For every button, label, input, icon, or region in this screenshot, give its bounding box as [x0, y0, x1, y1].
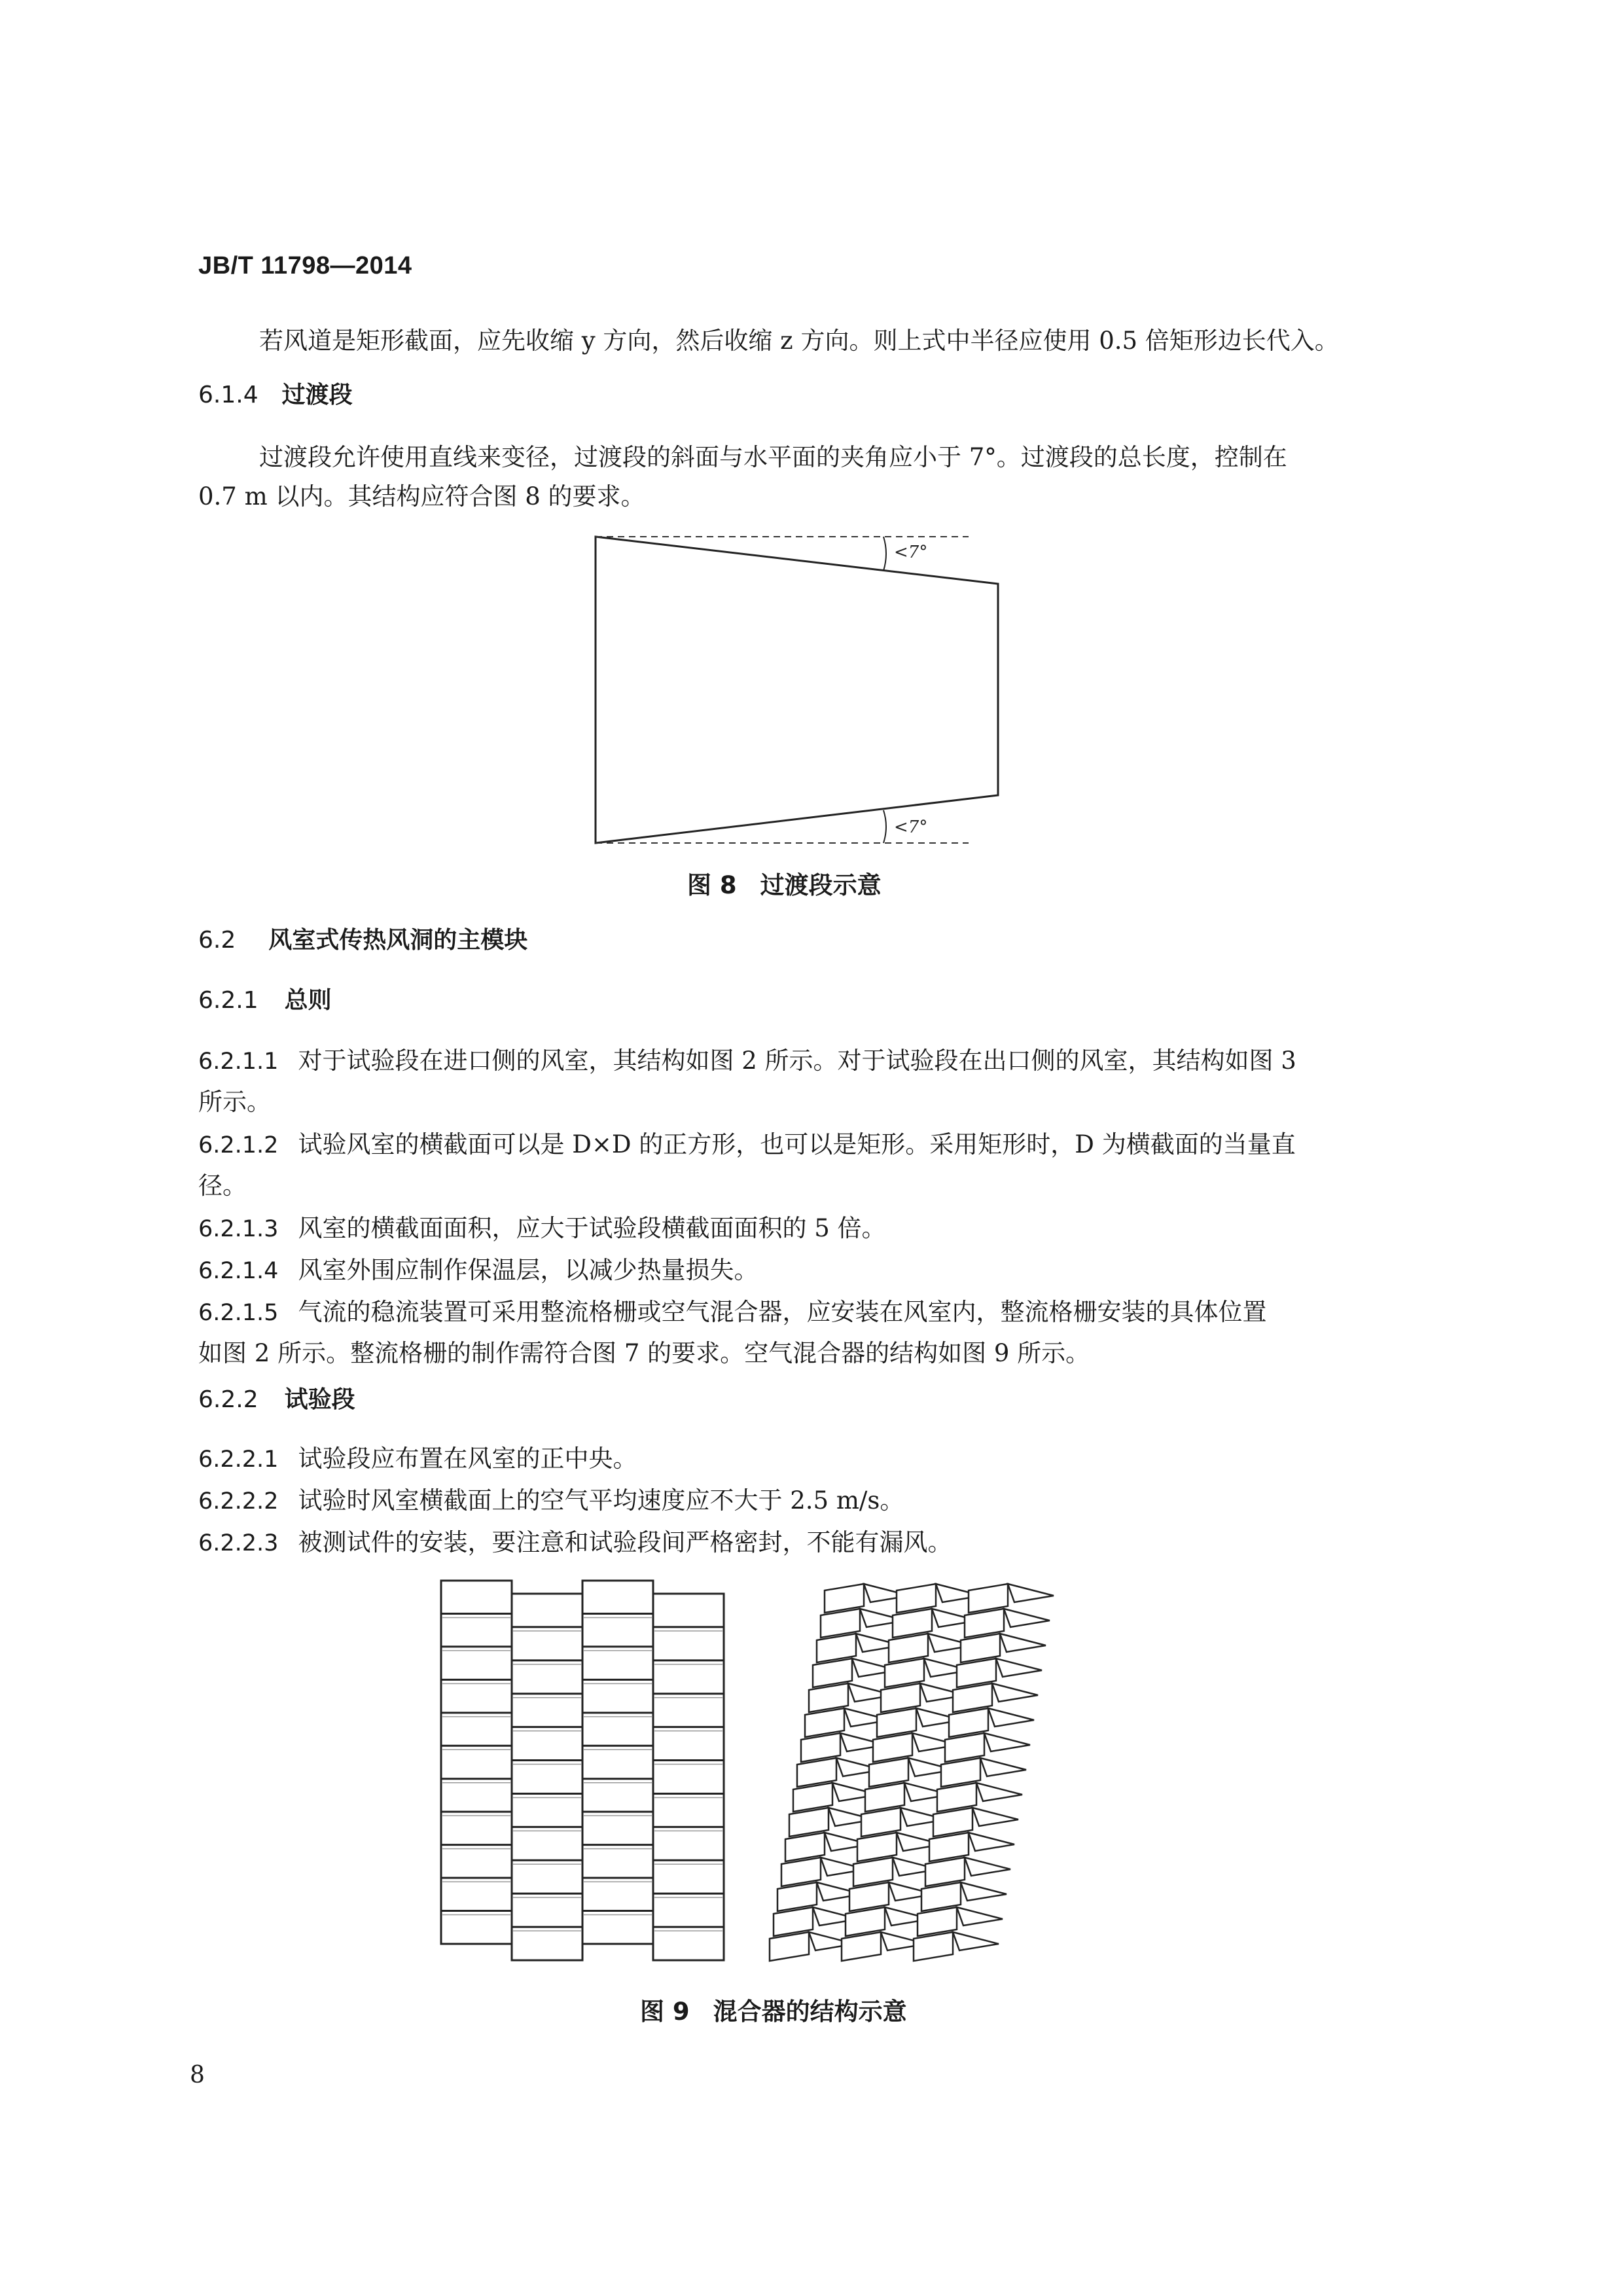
clause-text-line1: 风室外围应制作保温层，以减少热量损失。: [298, 1256, 758, 1284]
mixer-column: [653, 1594, 724, 1960]
figure-9-caption-number: 图 9: [640, 1998, 690, 2026]
section-6-2-heading: [198, 922, 527, 955]
bottom-angle-label: <7°: [894, 817, 928, 837]
transition-section-outline: [596, 537, 998, 843]
bottom-angle-arc: [883, 810, 886, 843]
clause-number: 6.2.1.1: [198, 1049, 279, 1075]
standard-number: JB/T 11798—2014: [198, 252, 412, 279]
mixer-vane-side: [980, 1758, 1026, 1776]
figure-8-caption-title: 过渡段示意: [760, 871, 882, 899]
mixer-vane-side: [957, 1907, 1003, 1926]
clause-text-line1: 气流的稳流装置可采用整流格栅或空气混合器，应安装在风室内，整流格栅安装的具体位置: [298, 1298, 1267, 1326]
clause-text-line2: 径。: [198, 1172, 247, 1200]
mixer-vane-side: [969, 1833, 1014, 1851]
section-6-2-1-heading: [198, 982, 332, 1015]
clause-6-2-2-2: [198, 1480, 1406, 1522]
clause-6-2-1-3: [198, 1208, 1406, 1249]
paragraph-transition-line2: 0.7 m 以内。其结构应符合图 8 的要求。: [198, 482, 645, 511]
section-6-2-2-heading: [198, 1381, 355, 1414]
section-title: 总则: [284, 987, 332, 1014]
mixer-vane-side: [961, 1882, 1007, 1901]
clause-number: 6.2.2.1: [198, 1446, 279, 1473]
clause-6-2-1-4: [198, 1250, 1406, 1291]
clause-text-line1: 试验风室的横截面可以是 D×D 的正方形，也可以是矩形。采用矩形时，D 为横截面的当量直: [298, 1130, 1296, 1158]
section-number: 6.2.1: [198, 987, 259, 1014]
mixer-vane-side: [953, 1932, 999, 1950]
clause-6-2-1-1: [198, 1041, 1406, 1122]
mixer-column: [512, 1594, 582, 1960]
mixer-vane-side: [1008, 1584, 1054, 1602]
section-number: 6.2.2: [198, 1386, 259, 1413]
mixer-vane-side: [965, 1857, 1010, 1876]
mixer-column: [582, 1581, 653, 1944]
page-number: 8: [190, 2062, 205, 2089]
figure-9-caption-title: 混合器的结构示意: [713, 1998, 907, 2026]
clause-6-2-2-3: [198, 1522, 1406, 1564]
clause-text-line1: 风室的横截面面积，应大于试验段横截面面积的 5 倍。: [298, 1214, 886, 1242]
clause-number: 6.2.1.3: [198, 1216, 279, 1242]
clause-text-line2: 所示。: [198, 1088, 271, 1116]
clause-text-line1: 试验时风室横截面上的空气平均速度应不大于 2.5 m/s。: [298, 1486, 904, 1515]
figure-8-transition-diagram: [576, 524, 1047, 864]
mixer-vane-side: [972, 1808, 1018, 1826]
paragraph-rect-duct-shrink: 若风道是矩形截面，应先收缩 y 方向，然后收缩 z 方向。则上式中半径应使用 0.5 倍矩形边长代入。: [259, 327, 1339, 355]
clause-text-line1: 试验段应布置在风室的正中央。: [298, 1444, 637, 1473]
section-title: 风室式传热风洞的主模块: [268, 927, 528, 954]
clause-text-line1: 被测试件的安装，要注意和试验段间严格密封，不能有漏风。: [298, 1528, 952, 1556]
section-6-1-4-heading: [198, 376, 353, 410]
mixer-vane-side: [988, 1708, 1034, 1727]
mixer-vane-side: [1004, 1609, 1050, 1627]
figure-9-caption: [640, 1992, 907, 2027]
figure-9-mixer-front-view: [438, 1581, 740, 1980]
clause-number: 6.2.1.4: [198, 1258, 279, 1284]
clause-number: 6.2.1.2: [198, 1132, 279, 1158]
figure-9-mixer-isometric-view: [772, 1571, 1145, 1990]
section-title: 试验段: [284, 1386, 355, 1413]
mixer-vane-side: [1000, 1634, 1046, 1652]
mixer-vane-side: [996, 1659, 1042, 1677]
section-number: 6.1.4: [198, 382, 259, 408]
top-angle-label: <7°: [894, 543, 928, 562]
figure-8-caption-number: 图 8: [687, 871, 737, 899]
mixer-vane-side: [976, 1783, 1022, 1801]
clause-text-line2: 如图 2 所示。整流格栅的制作需符合图 7 的要求。空气混合器的结构如图 9 所示。: [198, 1339, 1090, 1367]
section-title: 过渡段: [281, 382, 353, 408]
clause-text-line1: 对于试验段在进口侧的风室，其结构如图 2 所示。对于试验段在出口侧的风室，其结构如图 3: [298, 1047, 1296, 1075]
top-angle-arc: [883, 537, 886, 571]
mixer-column: [441, 1581, 512, 1944]
figure-8-caption: [687, 865, 882, 901]
clause-6-2-1-5: [198, 1292, 1406, 1374]
mixer-vane-side: [984, 1733, 1030, 1751]
clause-6-2-1-2: [198, 1124, 1406, 1206]
section-number: 6.2: [198, 927, 236, 954]
clause-number: 6.2.2.2: [198, 1488, 279, 1515]
paragraph-transition-line1: 过渡段允许使用直线来变径，过渡段的斜面与水平面的夹角应小于 7°。过渡段的总长度，控制在: [259, 443, 1287, 471]
mixer-vane-side: [992, 1683, 1038, 1702]
clause-6-2-2-1: [198, 1439, 1406, 1480]
clause-number: 6.2.1.5: [198, 1300, 279, 1326]
clause-number: 6.2.2.3: [198, 1530, 279, 1556]
